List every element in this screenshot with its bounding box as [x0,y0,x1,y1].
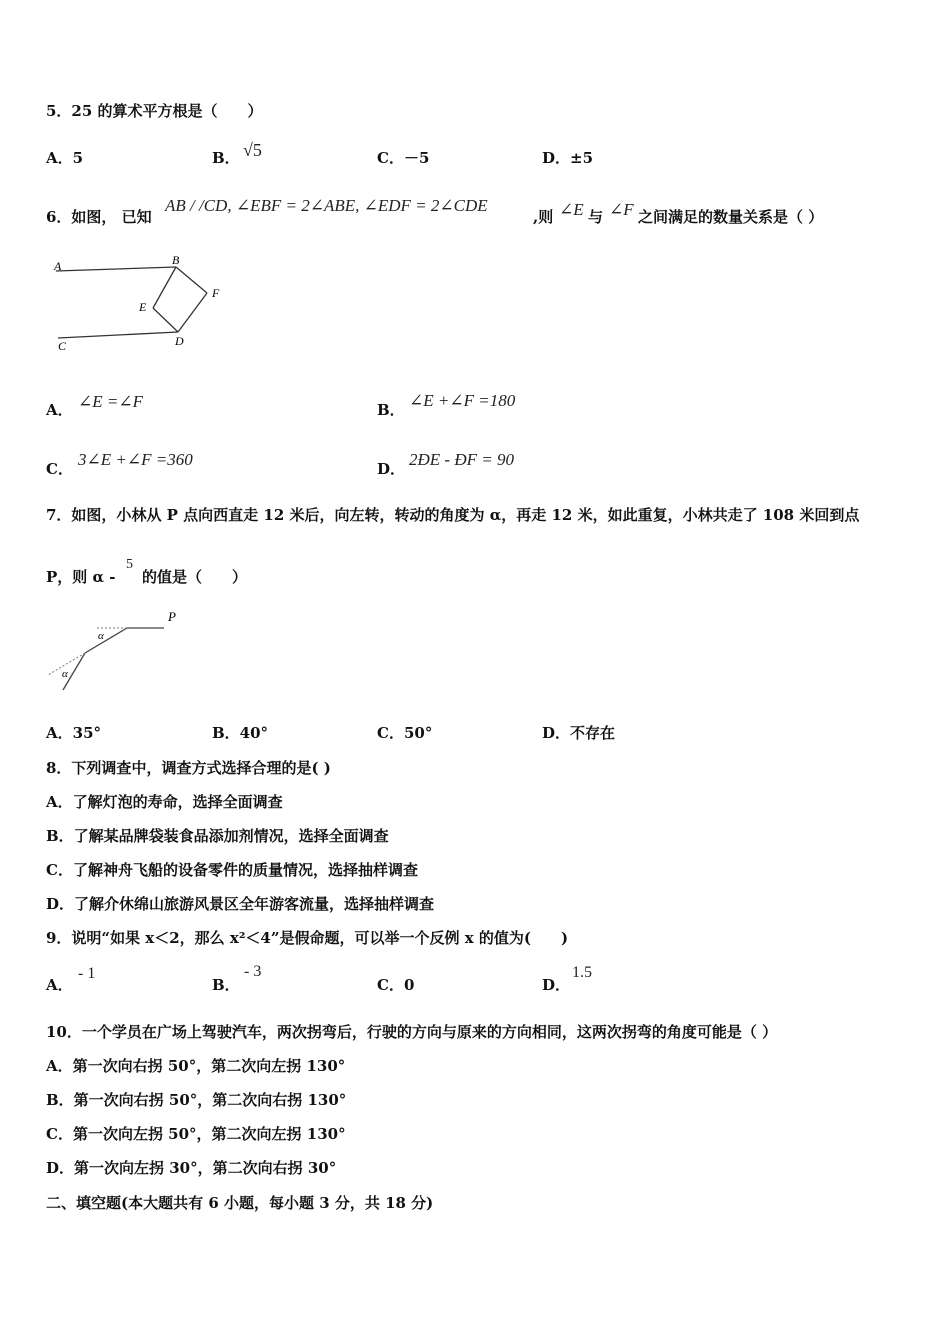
q9-option-a-value: - 1 [78,965,96,982]
q5-option-c: C．－5 [377,149,430,167]
q6-condition-math: AB / /CD, ∠EBF = 2∠ABE, ∠EDF = 2∠CDE [165,196,488,215]
q10-option-d: D．第一次向左拐 30°，第二次向右拐 30° [46,1159,337,1177]
q7-line2-num: 5 [126,557,133,572]
fig6-label-c: C [58,339,67,353]
section-heading-fill-in: 二、填空题(本大题共有 6 小题，每小题 3 分，共 18 分) [46,1194,434,1212]
q5-option-b-label: B． [212,149,240,167]
fig6-label-b: B [172,253,180,267]
q9-option-d-value: 1.5 [572,964,592,981]
q6-option-c-label: C． [46,460,73,478]
q6-suffix: 之间满足的数量关系是（ ） [638,208,824,226]
q6-prefix: 6．如图， 已知 [46,208,152,226]
fig6-label-f: F [212,286,220,300]
q7-line2-b: 的值是（ ） [142,568,248,586]
q6-angle-f: ∠F [609,200,634,219]
q7-option-a: A．35° [46,724,102,742]
q10-option-a: A．第一次向右拐 50°，第二次向左拐 130° [46,1057,346,1075]
q6-option-b-label: B． [377,401,405,419]
q8-option-d: D．了解介休绵山旅游风景区全年游客流量，选择抽样调查 [46,895,435,913]
fig7-label-alpha-1: α [98,630,104,642]
q10-option-c: C．第一次向左拐 50°，第二次向左拐 130° [46,1125,346,1143]
q9-option-d-label: D． [542,976,571,994]
q5-option-a: A．5 [46,149,84,167]
q7-line2-a: P，则 α - [46,568,116,586]
q7-figure [40,605,190,700]
q7-line1: 7．如图，小林从 P 点向西直走 12 米后，向左转，转动的角度为 α，再走 12 米，如此重复，小林共走了 108 米回到点 [46,506,860,524]
q6-then: ,则 [533,208,554,226]
q8-option-b: B．了解某品牌袋装食品添加剂情况，选择全面调查 [46,827,389,845]
q10-stem: 10．一个学员在广场上驾驶汽车，两次拐弯后，行驶的方向与原来的方向相同，这两次拐弯的角度可能是（ ） [46,1023,778,1041]
fig6-label-a: A [54,259,62,273]
q6-option-b-math: ∠E +∠F =180 [409,391,516,410]
q9-stem: 9．说明“如果 x＜2，那么 x²＜4”是假命题，可以举一个反例 x 的值为( ) [46,929,569,947]
q8-stem: 8．下列调查中，调查方式选择合理的是( ) [46,759,331,777]
q6-and: 与 [588,208,604,226]
q5-stem: 5．25 的算术平方根是（ ） [46,102,263,120]
q6-option-a-math: ∠E =∠F [78,392,143,411]
fig7-label-p: P [168,609,176,624]
q9-option-a-label: A． [46,976,73,994]
q7-option-d: D．不存在 [542,724,616,742]
q9-option-b-label: B． [212,976,240,994]
q8-option-a: A．了解灯泡的寿命，选择全面调查 [46,793,283,811]
q6-option-d-math: 2ÐE - ÐF = 90 [409,450,514,469]
q6-option-c-math: 3∠E +∠F =360 [78,450,193,469]
q6-option-d-label: D． [377,460,406,478]
q9-option-b-value: - 3 [244,963,262,980]
q6-angle-e: ∠E [559,200,584,219]
q9-option-c: C．0 [377,976,415,994]
q6-option-a-label: A． [46,401,73,419]
q6-figure [46,250,236,360]
q8-option-c: C．了解神舟飞船的设备零件的质量情况，选择抽样调查 [46,861,418,879]
q7-option-b: B．40° [212,724,269,742]
q5-option-d: D．±5 [542,149,594,167]
q5-option-b-math: √5 [243,140,262,160]
fig6-label-e: E [139,300,147,314]
q10-option-b: B．第一次向右拐 50°，第二次向右拐 130° [46,1091,347,1109]
q7-option-c: C．50° [377,724,433,742]
fig6-label-d: D [175,334,184,348]
fig7-label-alpha-2: α [62,668,68,680]
